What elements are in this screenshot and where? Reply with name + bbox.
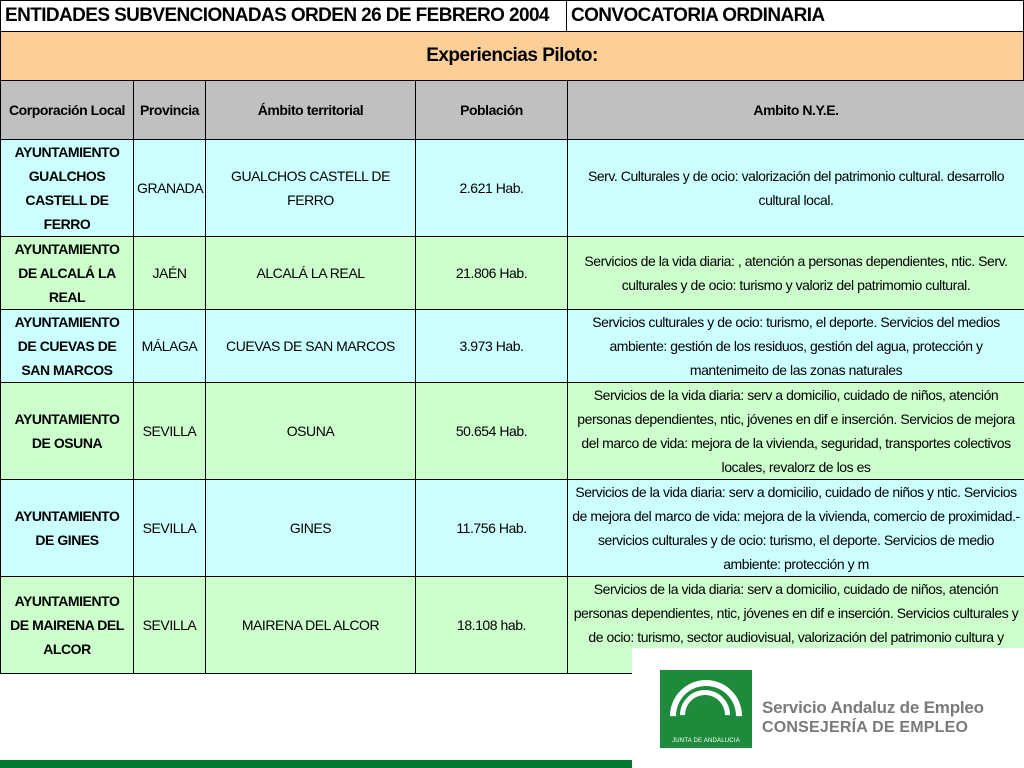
column-header-poblacion: Población [416, 81, 568, 140]
document-title: ENTIDADES SUBVENCIONADAS ORDEN 26 DE FEBRERO 2004 [0, 0, 567, 32]
logo-caption: JUNTA DE ANDALUCIA [672, 738, 740, 744]
cell-corporacion: AYUNTAMIENTO DE GINES [1, 480, 134, 577]
cell-nye: Servicios de la vida diaria: serv a domicilio, cuidado de niños, atención personas dependientes, ntic, jóvenes en dif e inserción. Servicios de mejora del marco de vida: mejora de la vivienda, seguridad, transportes colectivos locales, revalorz de los es [568, 383, 1024, 480]
cell-provincia: GRANADA [134, 140, 206, 237]
cell-poblacion: 50.654 Hab. [416, 383, 568, 480]
org-name: Servicio Andaluz de Empleo [762, 698, 984, 717]
cell-poblacion: 11.756 Hab. [416, 480, 568, 577]
cell-poblacion: 21.806 Hab. [416, 237, 568, 310]
cell-provincia: SEVILLA [134, 577, 206, 674]
table-row [1, 310, 1024, 383]
table-row [1, 237, 1024, 310]
cell-provincia: JAÉN [134, 237, 206, 310]
cell-corporacion: AYUNTAMIENTO DE ALCALÁ LA REAL [1, 237, 134, 310]
cell-ambito: CUEVAS DE SAN MARCOS [206, 310, 416, 383]
cell-ambito: ALCALÁ LA REAL [206, 237, 416, 310]
column-header-nye: Ambito N.Y.E. [568, 81, 1024, 140]
cell-ambito: OSUNA [206, 383, 416, 480]
entities-table [0, 80, 1024, 674]
cell-provincia: SEVILLA [134, 480, 206, 577]
org-department: CONSEJERÍA DE EMPLEO [762, 719, 969, 736]
cell-nye: Servicios culturales y de ocio: turismo, el deporte. Servicios del medios ambiente: gestión de los residuos, gestión del agua, protección y mantenimeito de las zonas naturales [568, 310, 1024, 383]
column-header-ambito: Ámbito territorial [206, 81, 416, 140]
section-title: Experiencias Piloto: [0, 31, 1024, 81]
cell-corporacion: AYUNTAMIENTO DE MAIRENA DEL ALCOR [1, 577, 134, 674]
cell-ambito: MAIRENA DEL ALCOR [206, 577, 416, 674]
table-header-row [1, 81, 1024, 140]
convocatoria-title: CONVOCATORIA ORDINARIA [566, 0, 1024, 32]
cell-ambito: GINES [206, 480, 416, 577]
cell-corporacion: AYUNTAMIENTO GUALCHOS CASTELL DE FERRO [1, 140, 134, 237]
footer-logo-area [632, 648, 1024, 768]
table-row [1, 480, 1024, 577]
cell-nye: Servicios de la vida diaria: , atención a personas dependientes, ntic. Serv. culturales y de ocio: turismo y valoriz del patrimomio cultural. [568, 237, 1024, 310]
cell-nye: Serv. Culturales y de ocio: valorización del patrimonio cultural. desarrollo cultural local. [568, 140, 1024, 237]
junta-andalucia-logo-icon [660, 670, 752, 748]
cell-nye: Servicios de la vida diaria: serv a domicilio, cuidado de niños y ntic. Servicios de mejora del marco de vida: mejora de la vivienda, comercio de proximidad.- servicios culturales y de ocio: turismo, el deporte. Servicios de medio ambiente: protección y m [568, 480, 1024, 577]
table-row [1, 383, 1024, 480]
cell-poblacion: 18.108 hab. [416, 577, 568, 674]
column-header-provincia: Provincia [134, 81, 206, 140]
cell-nye: Servicios de la vida diaria: serv a domicilio, cuidado de niños, atención personas dependientes, ntic, jóvenes en dif e inserción. Servicios culturales y de ocio: turismo, sector audiovisual, valorización del patrimonio cultura y [568, 577, 1024, 674]
cell-poblacion: 3.973 Hab. [416, 310, 568, 383]
cell-provincia: SEVILLA [134, 383, 206, 480]
cell-poblacion: 2.621 Hab. [416, 140, 568, 237]
cell-provincia: MÁLAGA [134, 310, 206, 383]
title-row [0, 0, 1024, 32]
column-header-corporacion: Corporación Local [1, 81, 134, 140]
footer-stripe [0, 760, 632, 768]
cell-corporacion: AYUNTAMIENTO DE OSUNA [1, 383, 134, 480]
cell-ambito: GUALCHOS CASTELL DE FERRO [206, 140, 416, 237]
cell-corporacion: AYUNTAMIENTO DE CUEVAS DE SAN MARCOS [1, 310, 134, 383]
table-row [1, 140, 1024, 237]
